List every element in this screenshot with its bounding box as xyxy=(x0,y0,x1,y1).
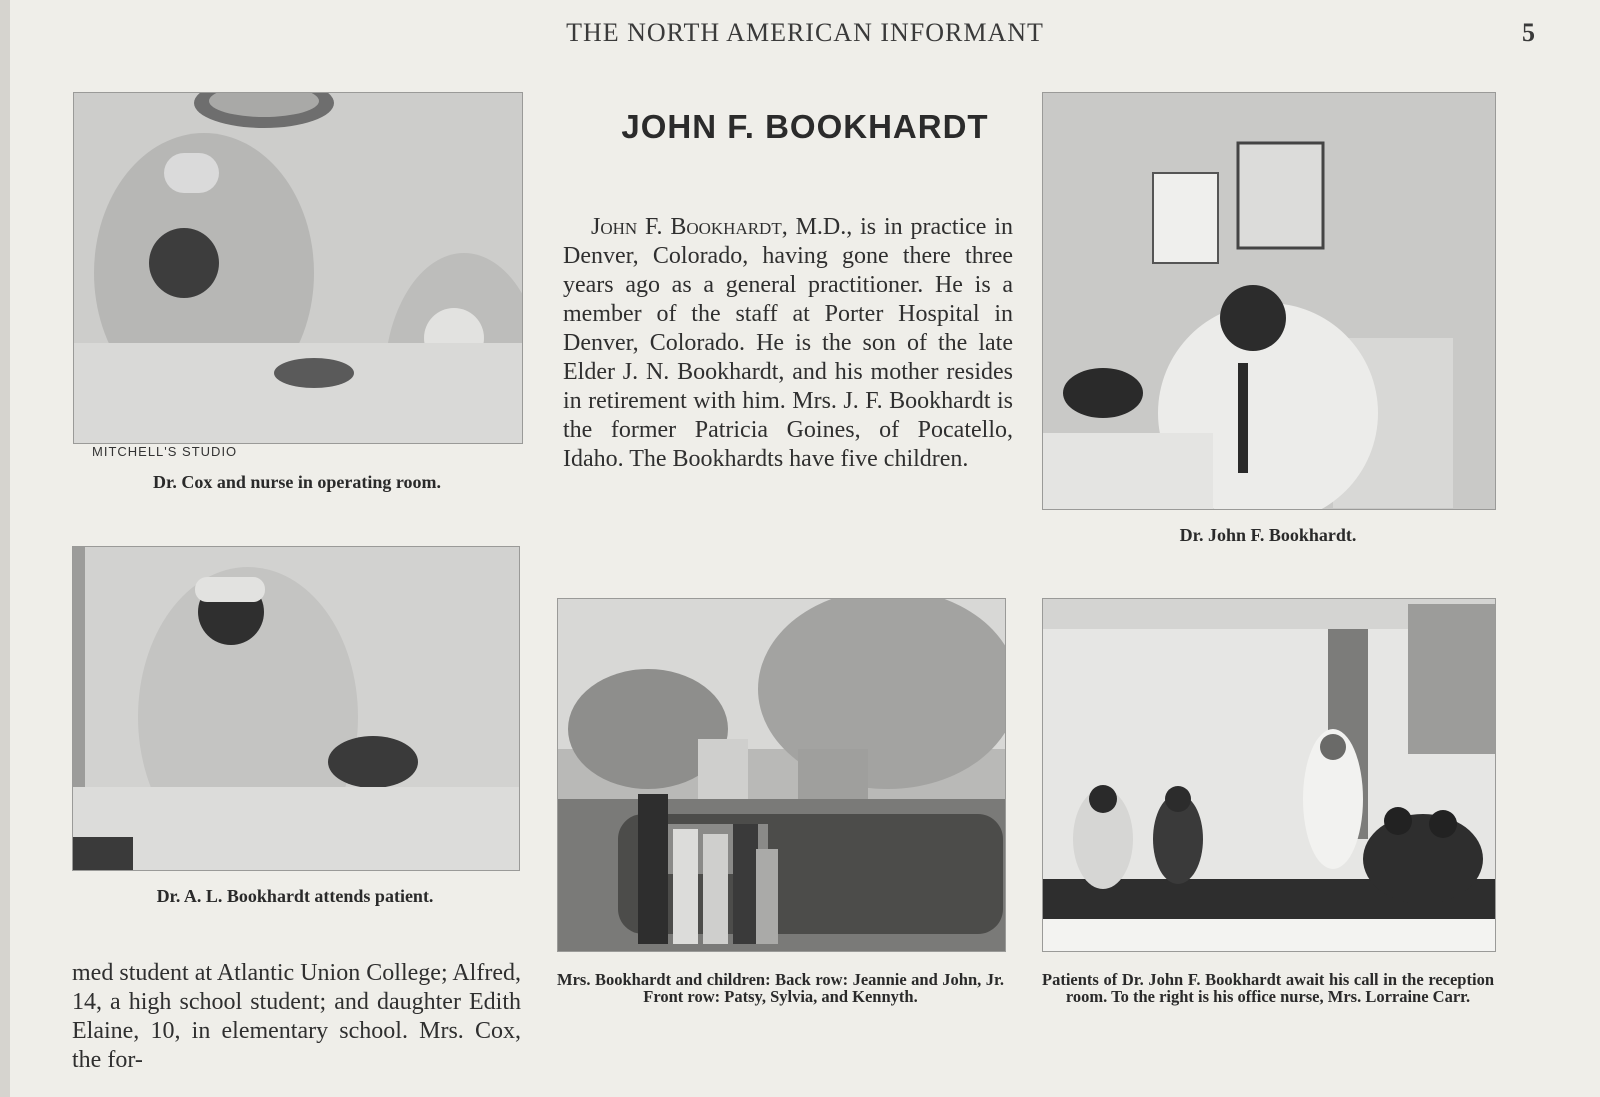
caption-portrait: Dr. John F. Bookhardt. xyxy=(1179,525,1357,545)
caption-family: Mrs. Bookhardt and children: Back row: Jeannie and John, Jr. Front row: Patsy, Sylvia, and Kennyth. xyxy=(557,970,1004,1006)
magazine-page xyxy=(10,0,1600,1097)
running-title: THE NORTH AMERICAN INFORMANT xyxy=(566,18,1044,47)
photo-portrait xyxy=(1042,92,1496,510)
photo-reception-room xyxy=(1042,598,1496,952)
article-title: JOHN F. BOOKHARDT xyxy=(621,108,989,145)
article-lead-name: John F. Bookhardt xyxy=(591,214,782,240)
photo-credit: MITCHELL'S STUDIO xyxy=(92,444,238,459)
page-number: 5 xyxy=(1522,18,1535,47)
article-paragraph xyxy=(563,213,1013,474)
caption-operating-room: Dr. Cox and nurse in operating room. xyxy=(152,472,442,492)
article-paragraph-text: , M.D., is in practice in Denver, Colorado, having gone there three years ago as a general practitioner. He is a member of the staff at Porter Hospital in Denver, Colorado. He is the son of the late Elder J. N. Bookhardt, and his mother resides in retirement with him. Mrs. J. F. Bookhardt is the former Patricia Goines, of Pocatello, Idaho. The Bookhardts have five children. xyxy=(563,214,1013,472)
continued-text: med student at Atlantic Union College; Alfred, 14, a high school student; and daughter Edith Elaine, 10, in elementary school. Mrs. Cox, the for- xyxy=(72,960,521,1073)
caption-reception-room: Patients of Dr. John F. Bookhardt await his call in the reception room. To the right is his office nurse, Mrs. Lorraine Carr. xyxy=(1042,970,1494,1006)
photo-family xyxy=(557,598,1006,952)
photo-operating-room xyxy=(73,92,523,444)
photo-attends-patient xyxy=(72,546,520,871)
caption-attends-patient: Dr. A. L. Bookhardt attends patient. xyxy=(156,886,434,906)
